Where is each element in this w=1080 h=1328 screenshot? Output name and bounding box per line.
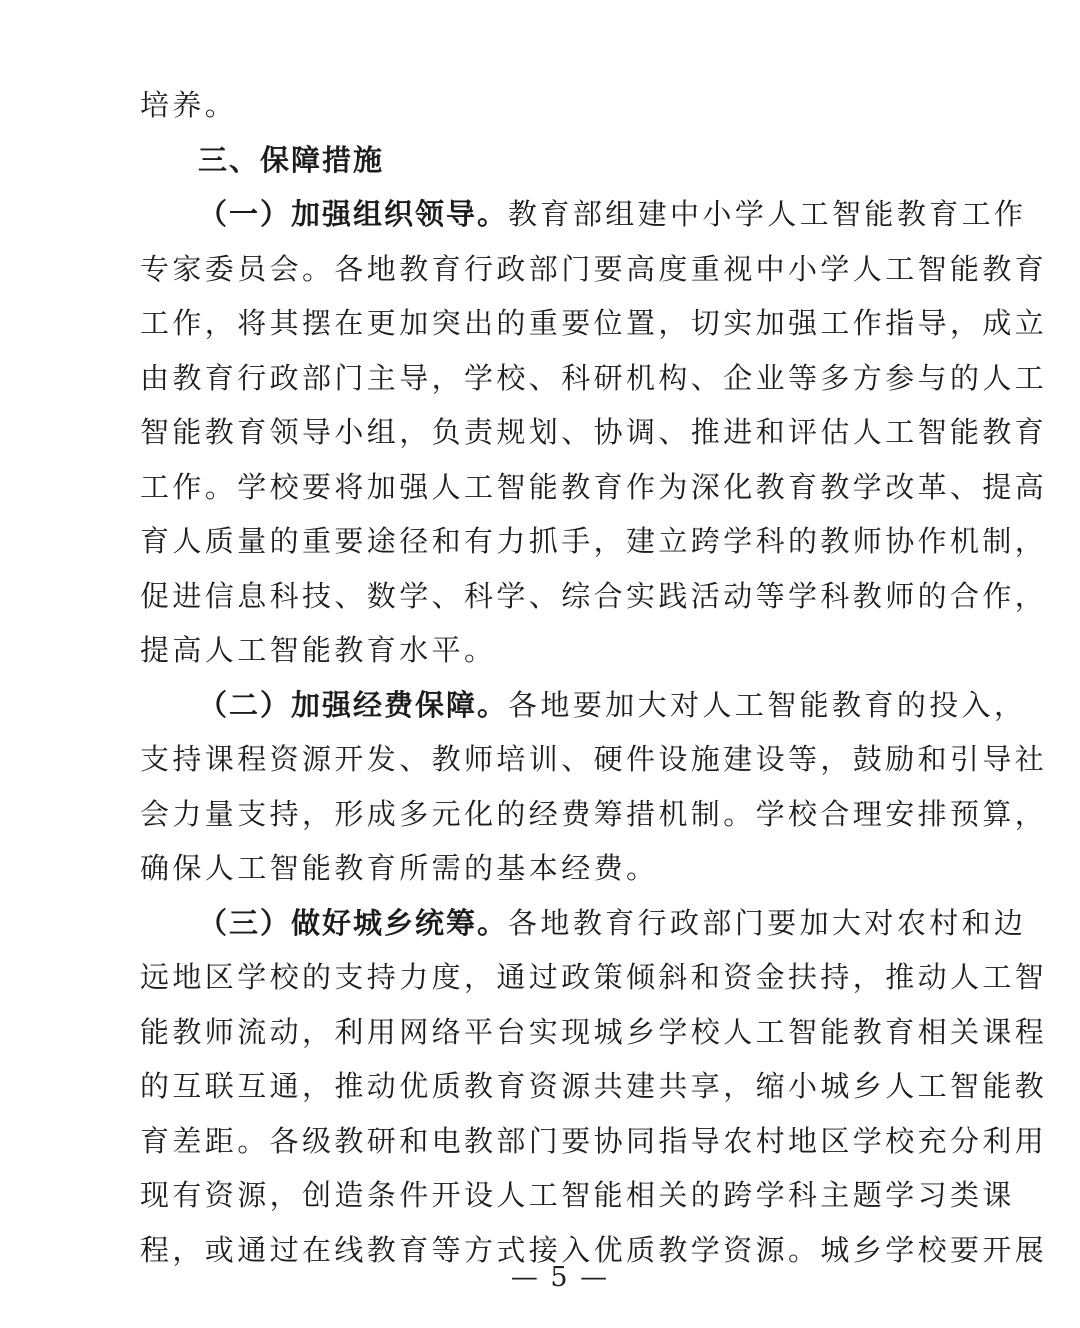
text-line: 会力量支持，形成多元化的经费筹措机制。学校合理安排预算， xyxy=(140,796,1048,831)
paragraph-text: 教育部组建中小学人工智能教育工作 xyxy=(508,197,1027,231)
document-body xyxy=(140,78,1048,1277)
text-line: 程，或通过在线教育等方式接入优质教学资源。城乡学校要开展 xyxy=(140,1232,1048,1267)
text-line: 的互联互通，推动优质教育资源共建共享，缩小城乡人工智能教 xyxy=(140,1069,1048,1103)
text-line: 工作。学校要将加强人工智能教育作为深化教育教学改革、提高 xyxy=(140,469,1048,504)
text-line: 确保人工智能教育所需的基本经费。 xyxy=(140,851,659,885)
text-line: 智能教育领导小组，负责规划、协调、推进和评估人工智能教育 xyxy=(140,415,1048,449)
text-line: 远地区学校的支持力度，通过政策倾斜和资金扶持，推动人工智 xyxy=(140,960,1048,994)
text-line: 工作，将其摆在更加突出的重要位置，切实加强工作指导，成立 xyxy=(140,306,1048,340)
text-line: 现有资源，创造条件开设人工智能相关的跨学科主题学习类课 xyxy=(140,1178,1015,1212)
text-line: 培养。 xyxy=(140,88,238,122)
text-line: 育人质量的重要途径和有力抓手，建立跨学科的教师协作机制， xyxy=(140,524,1048,558)
section-heading: 三、保障措施 xyxy=(198,142,385,177)
paragraph-text: 各地要加大对人工智能教育的投入， xyxy=(508,687,1027,722)
paragraph-text: 各地教育行政部门要加大对农村和边 xyxy=(508,905,1027,940)
paragraph-first-line xyxy=(140,187,1027,242)
paragraph-lead: （三）做好城乡统筹。 xyxy=(198,905,509,940)
text-line: 由教育行政部门主导，学校、科研机构、企业等多方参与的人工 xyxy=(140,360,1048,395)
text-line: 育差距。各级教研和电教部门要协同指导农村地区学校充分利用 xyxy=(140,1123,1048,1158)
text-line: 能教师流动，利用网络平台实现城乡学校人工智能教育相关课程 xyxy=(140,1014,1048,1049)
page-number: — 5 — xyxy=(510,1262,610,1293)
paragraph-first-line xyxy=(140,678,1027,733)
text-line: 促进信息科技、数学、科学、综合实践活动等学科教师的合作， xyxy=(140,578,1048,613)
paragraph-lead: （一）加强组织领导。 xyxy=(198,197,509,231)
text-line: 提高人工智能教育水平。 xyxy=(140,633,497,667)
text-line: 支持课程资源开发、教师培训、硬件设施建设等，鼓励和引导社 xyxy=(140,742,1048,776)
paragraph-lead: （二）加强经费保障。 xyxy=(198,687,509,722)
text-line: 专家委员会。各地教育行政部门要高度重视中小学人工智能教育 xyxy=(140,251,1048,286)
paragraph-first-line xyxy=(140,896,1027,951)
